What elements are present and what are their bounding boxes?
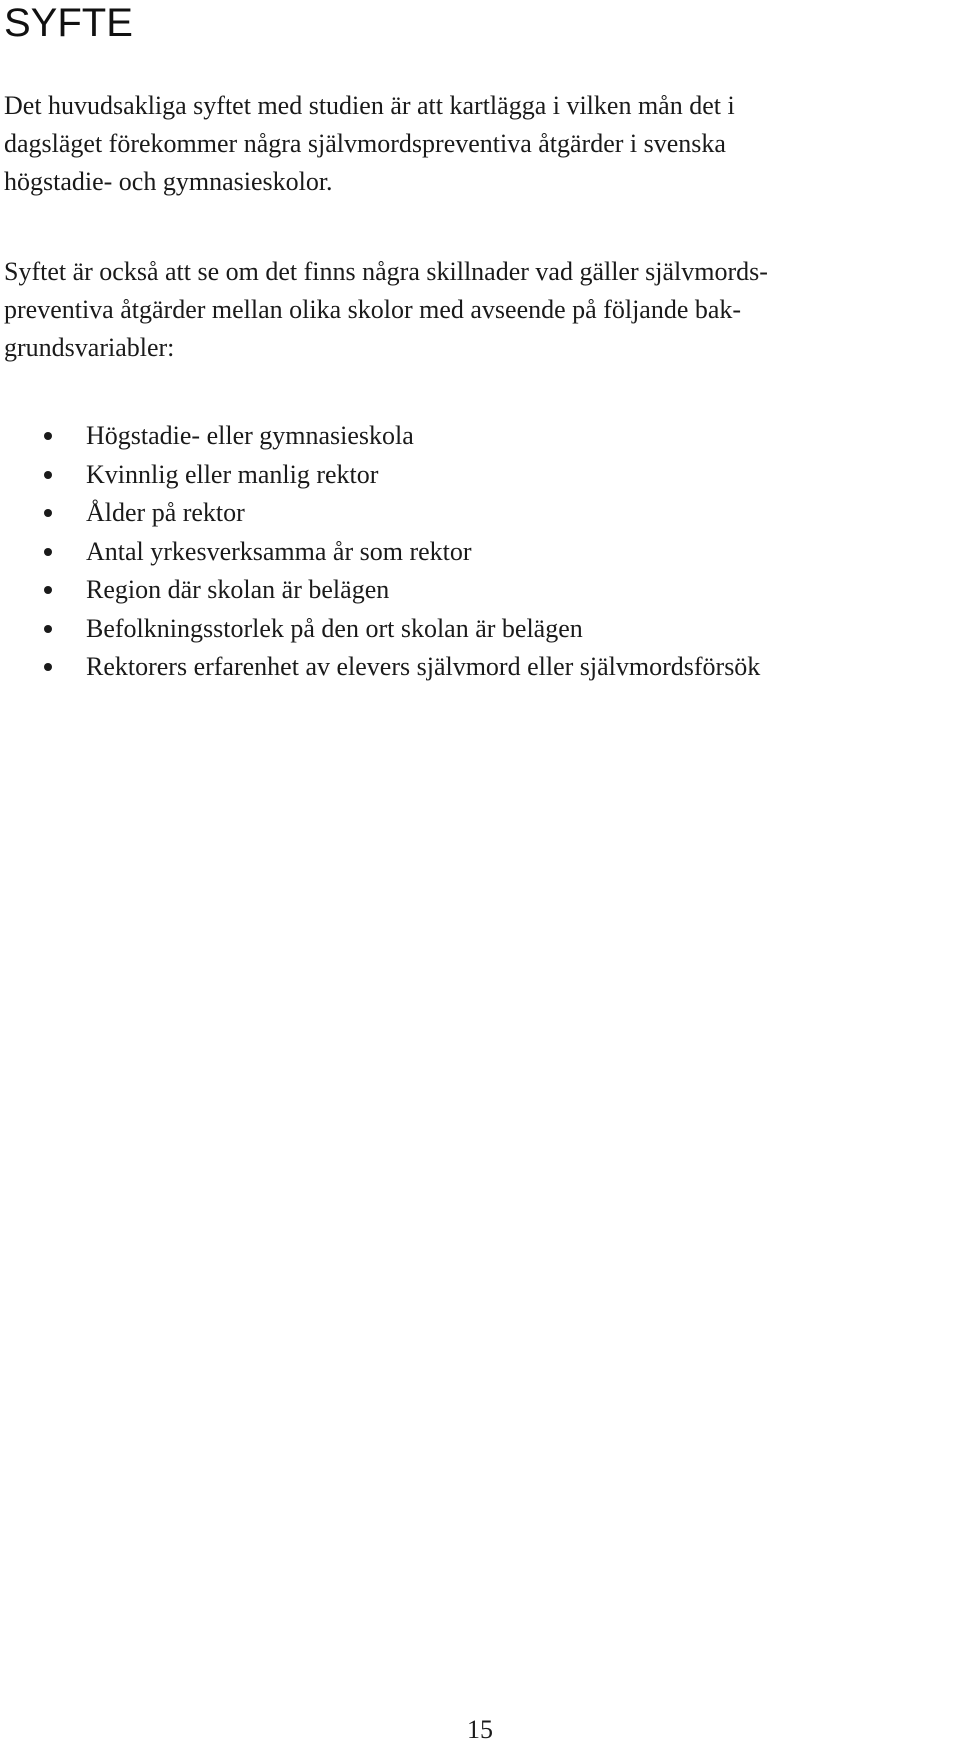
list-item — [0, 571, 760, 610]
list-item — [0, 417, 760, 456]
paragraph-line: grundsvariabler: — [4, 333, 175, 362]
paragraph-line: högstadie- och gymnasieskolor. — [4, 167, 333, 196]
bullet-icon — [44, 471, 52, 479]
bullet-icon — [44, 509, 52, 517]
list-item-text: Kvinnlig eller manlig rektor — [86, 459, 379, 489]
list-item-text: Befolkningsstorlek på den ort skolan är belägen — [86, 613, 583, 643]
paragraph-line: dagsläget förekommer några självmordspreventiva åtgärder i svenska — [4, 129, 726, 158]
list-item-text: Antal yrkesverksamma år som rektor — [86, 536, 472, 566]
bullet-icon — [44, 625, 52, 633]
bullet-icon — [44, 663, 52, 671]
page-title: SYFTE — [4, 1, 133, 45]
list-item — [0, 494, 760, 533]
page-number: 15 — [467, 1715, 493, 1744]
list-item-text: Högstadie- eller gymnasieskola — [86, 421, 414, 450]
list-item — [0, 648, 760, 687]
list-item — [0, 610, 760, 649]
secondary-purpose-paragraph — [4, 253, 956, 367]
bullet-icon — [44, 548, 52, 556]
paragraph-line: Det huvudsakliga syftet med studien är att kartlägga i vilken mån det i — [4, 91, 735, 120]
list-item — [0, 533, 760, 572]
background-variables-list — [0, 417, 760, 687]
paragraph-line: preventiva åtgärder mellan olika skolor med avseende på följande bak- — [4, 295, 742, 324]
bullet-icon — [44, 432, 52, 440]
list-item-text: Ålder på rektor — [86, 498, 245, 527]
list-item — [0, 456, 760, 495]
paragraph-line: Syftet är också att se om det finns några skillnader vad gäller självmords- — [4, 257, 768, 286]
bullet-icon — [44, 586, 52, 594]
purpose-paragraph — [4, 87, 956, 201]
list-item-text: Rektorers erfarenhet av elevers självmord eller självmordsförsök — [86, 652, 761, 681]
list-item-text: Region där skolan är belägen — [86, 575, 390, 604]
